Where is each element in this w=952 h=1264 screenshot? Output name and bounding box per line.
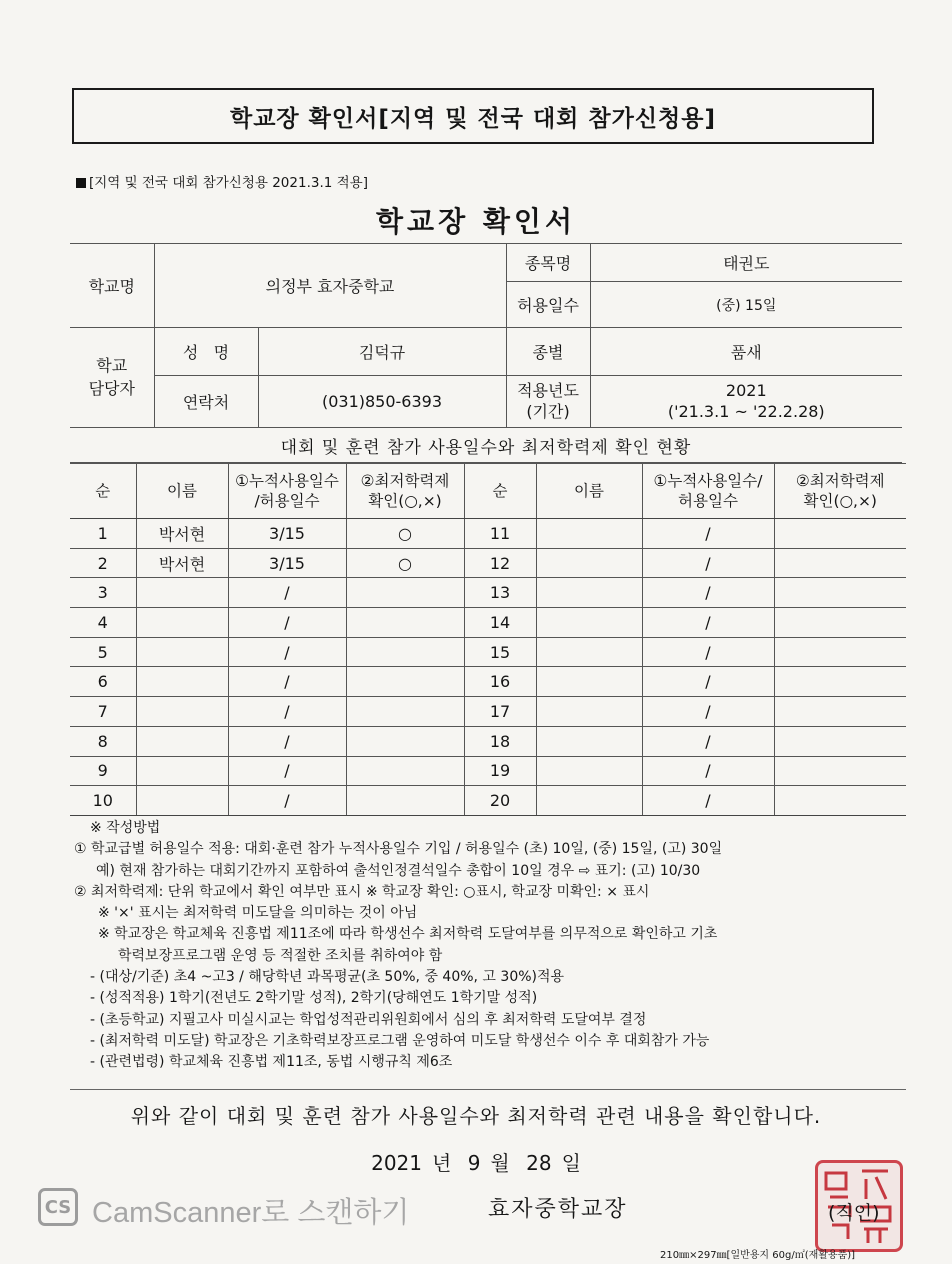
row-name-right [536,726,642,756]
name-label: 성 명 [154,328,258,376]
instructions-header: ※ 작성방법 [90,820,161,836]
row-days: / [228,667,346,697]
row-check-right [774,756,906,786]
row-name-right [536,786,642,816]
row-check-right [774,697,906,727]
row-no-right: 11 [464,519,536,549]
note-2: ② 최저학력제: 단위 학교에서 확인 여부만 표시 ※ 학교장 확인: ○표시, 학교장 미확인: × 표시 [74,883,650,900]
col-no: 순 [70,464,136,519]
note-1a: ① 학교급별 허용일수 적용: 대회·훈련 참가 누적사용일수 기입 / 허용일수 (초) 10일, (중) 15일, (고) 30일 [74,841,723,858]
note-1b: 예) 현재 참가하는 대회기간까지 포함하여 출석인정결석일수 총합이 10일 경우 ⇨ 표기: (고) 10/30 [96,862,701,879]
row-no: 4 [70,608,136,638]
row-check [346,786,464,816]
row-no: 9 [70,756,136,786]
divider [70,1089,906,1090]
row-check-right [774,667,906,697]
row-name [136,578,228,608]
row-check: ○ [346,548,464,578]
status-band-title: 대회 및 훈련 참가 사용일수와 최저학력제 확인 현황 [70,428,902,463]
row-check [346,726,464,756]
row-days: / [228,578,346,608]
allowed-days-value: (중) 15일 [590,282,902,328]
table-row [70,608,906,638]
col-check-right: ②최저학력제 확인(○,×) [774,464,906,519]
year-label: 적용년도 (기간) [506,376,590,428]
issue-date: 2021 년 9 월 28 일 [371,1151,581,1175]
category-value: 품새 [590,328,902,376]
table-row [70,786,906,816]
col-name: 이름 [136,464,228,519]
row-no-right: 19 [464,756,536,786]
row-no-right: 17 [464,697,536,727]
row-no: 6 [70,667,136,697]
row-check [346,608,464,638]
row-days-right: / [642,697,774,727]
contact-value: (031)850-6393 [258,376,506,428]
col-days-right: ①누적사용일수/ 허용일수 [642,464,774,519]
table-row [70,548,906,578]
table-row [70,578,906,608]
table-row [70,667,906,697]
row-days-right: / [642,548,774,578]
note-d2: - (성적적용) 1학기(전년도 2학기말 성적), 2학기(당해연도 1학기말 성적) [90,990,538,1007]
row-check [346,578,464,608]
row-days-right: / [642,756,774,786]
date-year: 2021 [371,1151,422,1175]
row-name [136,637,228,667]
camscanner-logo-icon: CS [38,1188,78,1226]
table-row [70,726,906,756]
seal-label: (직인) [828,1202,880,1224]
participation-table [70,463,906,816]
row-check [346,667,464,697]
form-subtitle: [지역 및 전국 대회 참가신청용 2021.3.1 적용] [76,171,368,191]
document-title: 학교장 확인서[지역 및 전국 대회 참가신청용] [230,105,716,132]
row-name: 박서현 [136,548,228,578]
row-no: 1 [70,519,136,549]
row-name-right [536,637,642,667]
note-d1: - (대상/기준) 초4 ~고3 / 해당학년 과목평균(초 50%, 중 40%, 고 30%)적용 [90,969,565,986]
table-row [70,519,906,549]
table-row [70,637,906,667]
row-check-right [774,726,906,756]
table-header-row [70,464,906,519]
event-value: 태권도 [590,244,902,282]
row-days-right: / [642,726,774,756]
info-table [70,243,902,428]
row-days-right: / [642,667,774,697]
row-no-right: 20 [464,786,536,816]
table-row [70,756,906,786]
row-no-right: 12 [464,548,536,578]
camscanner-watermark: CamScanner로 스캔하기 [92,1197,410,1229]
row-days: / [228,756,346,786]
row-no: 3 [70,578,136,608]
row-days: / [228,726,346,756]
row-no: 8 [70,726,136,756]
col-no-right: 순 [464,464,536,519]
row-name [136,697,228,727]
row-days-right: / [642,578,774,608]
row-days: / [228,697,346,727]
allowed-days-label: 허용일수 [506,282,590,328]
col-check: ②최저학력제 확인(○,×) [346,464,464,519]
note-d3: - (초등학교) 지필고사 미실시교는 학업성적관리위원회에서 심의 후 최저학력 도달여부 결정 [90,1011,647,1028]
instructions [74,818,914,1074]
row-days: 3/15 [228,519,346,549]
row-no-right: 16 [464,667,536,697]
row-name-right [536,578,642,608]
row-days: / [228,786,346,816]
row-name [136,726,228,756]
row-name [136,756,228,786]
row-days: 3/15 [228,548,346,578]
row-name [136,786,228,816]
row-no-right: 18 [464,726,536,756]
row-name-right [536,608,642,638]
row-no-right: 13 [464,578,536,608]
row-days-right: / [642,608,774,638]
row-no: 10 [70,786,136,816]
col-name-right: 이름 [536,464,642,519]
row-name [136,608,228,638]
col-days: ①누적사용일수 /허용일수 [228,464,346,519]
year-value: 2021 ('21.3.1 ~ '22.2.28) [590,376,902,428]
confirmation-statement: 위와 같이 대회 및 훈련 참가 사용일수와 최저학력 관련 내용을 확인합니다. [130,1104,822,1128]
row-check-right [774,786,906,816]
name-value: 김덕규 [258,328,506,376]
row-check [346,637,464,667]
row-name: 박서현 [136,519,228,549]
row-name-right [536,519,642,549]
row-name-right [536,548,642,578]
staff-label: 학교 담당자 [70,328,154,428]
row-check-right [774,637,906,667]
square-bullet-icon [76,178,86,188]
row-name-right [536,697,642,727]
row-name-right [536,756,642,786]
row-check-right [774,519,906,549]
row-days-right: / [642,637,774,667]
row-days-right: / [642,519,774,549]
table-row [70,697,906,727]
note-2b1: ※ 학교장은 학교체육 진흥법 제11조에 따라 학생선수 최저학력 도달여부를 의무적으로 확인하고 기초 [98,926,718,943]
date-month: 9 [467,1151,481,1175]
row-check [346,697,464,727]
school-label: 학교명 [70,244,154,328]
row-no: 2 [70,548,136,578]
event-label: 종목명 [506,244,590,282]
principal-title: 효자중학교장 [488,1197,628,1222]
row-no: 7 [70,697,136,727]
note-2a: ※ '×' 표시는 최저학력 미도달을 의미하는 것이 아님 [98,905,418,922]
note-2b2: 학력보장프로그램 운영 등 적절한 조치를 취하여야 함 [118,947,443,964]
date-day: 28 [526,1151,552,1175]
row-name-right [536,667,642,697]
row-check-right [774,578,906,608]
row-no-right: 14 [464,608,536,638]
row-check [346,756,464,786]
row-no-right: 15 [464,637,536,667]
row-name [136,667,228,697]
row-check: ○ [346,519,464,549]
row-days: / [228,608,346,638]
contact-label: 연락처 [154,376,258,428]
row-check-right [774,608,906,638]
school-value: 의정부 효자중학교 [154,244,506,328]
note-d5: - (관련법령) 학교체육 진흥법 제11조, 동법 시행규칙 제6조 [90,1054,453,1071]
note-d4: - (최저학력 미도달) 학교장은 기초학력보장프로그램 운영하여 미도달 학생선수 이수 후 대회참가 가능 [90,1032,710,1049]
form-heading: 학교장 확인서 [375,205,577,238]
row-days-right: / [642,786,774,816]
document-title-box [72,88,874,144]
row-no: 5 [70,637,136,667]
paper-spec: 210㎜×297㎜[일반용지 60g/㎡(재활용품)] [660,1250,856,1261]
row-days: / [228,637,346,667]
row-check-right [774,548,906,578]
category-label: 종별 [506,328,590,376]
